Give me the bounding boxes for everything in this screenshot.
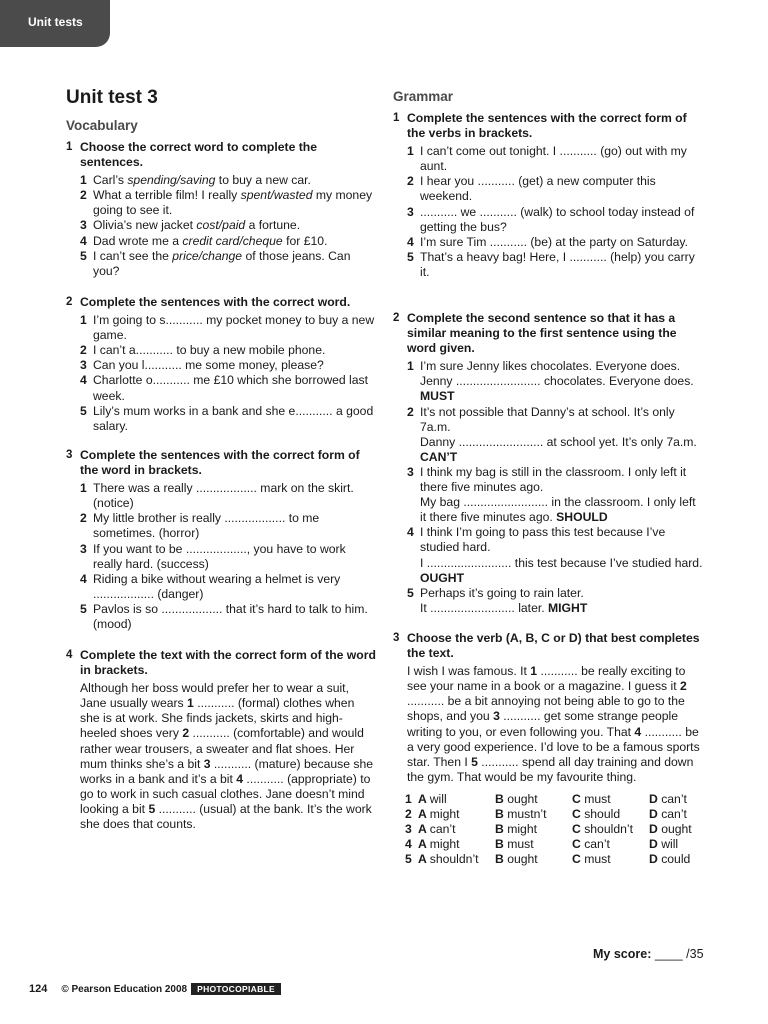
- exercise-items: [407, 359, 705, 616]
- exercise-item: [407, 205, 705, 235]
- option-a: A might: [418, 807, 460, 822]
- item-number: 1: [80, 313, 87, 328]
- exercise-item: [80, 373, 376, 403]
- option-b: B must: [495, 837, 534, 852]
- gap-fill-text: Although her boss would prefer her to wear a suit, Jane usually wears 1 ........... (formal) clothes when she is at work. She finds jackets, skirts and high-heeled shoes very 2 ........... (comfortable) and would rather wear trousers, a sweater and flat shoes. Her mum thinks she’s a bit 3 ........... (mature) because she works in a bank and it’s a bit 4 ........... (appropriate) to go to work in such casual clothes. Jane doesn’t mind looking a bit 5 ........... (usual) at the bank. It’s the work she does that counts.: [80, 681, 374, 832]
- item-number: 4: [80, 571, 87, 586]
- exercise-item: [407, 465, 705, 525]
- item-text: Pavlos is so .................. that it’s hard to talk to him. (mood): [93, 601, 368, 632]
- option-c: C can’t: [572, 837, 610, 852]
- exercise-item: [80, 542, 376, 572]
- answer-options-table: [405, 792, 692, 867]
- exercise-instruction-text: Complete the second sentence so that it has a similar meaning to the first sentence using the word given.: [407, 311, 677, 356]
- option-row-number: 1: [405, 791, 412, 806]
- option-a: A shouldn’t: [418, 852, 479, 867]
- vocabulary-heading: Vocabulary: [66, 118, 138, 133]
- grammar-exercise-1: [393, 111, 705, 280]
- exercise-item: [80, 572, 376, 602]
- item-number: 3: [80, 541, 87, 556]
- option-c-text: must: [584, 791, 611, 806]
- item-text: There was a really .................. mark on the skirt. (notice): [93, 481, 354, 511]
- option-b-text: ought: [507, 791, 538, 806]
- score-box: [593, 947, 704, 961]
- item-text: It’s not possible that Danny’s at school. It’s only 7a.m. Danny ......................... at school yet. It’s only 7a.m. CAN’T: [420, 404, 697, 464]
- option-d-text: could: [661, 852, 691, 867]
- exercise-instruction: [66, 648, 376, 678]
- item-number: 5: [407, 585, 414, 600]
- option-row-number: 2: [405, 807, 412, 822]
- item-number: 1: [80, 481, 87, 496]
- exercise-item: [80, 249, 376, 279]
- photocopiable-stamp: PHOTOCOPIABLE: [191, 983, 281, 995]
- option-d-text: can’t: [661, 791, 687, 806]
- exercise-item: [407, 144, 705, 174]
- exercise-number: 4: [66, 649, 73, 661]
- item-text: ........... we ........... (walk) to school today instead of getting the bus?: [420, 204, 695, 234]
- exercise-instruction: [66, 140, 376, 170]
- option-a: A will: [418, 791, 447, 806]
- item-number: 1: [407, 144, 414, 159]
- exercise-item: [407, 586, 705, 616]
- exercise-instruction-text: Choose the correct word to complete the sentences.: [80, 140, 318, 170]
- exercise-instruction-text: Complete the text with the correct form of the word in brackets.: [80, 648, 376, 678]
- exercise-number: 2: [393, 312, 400, 324]
- option-c-text: must: [584, 852, 611, 867]
- item-text: Charlotte o........... me £10 which she borrowed last week.: [93, 373, 369, 403]
- item-text: Can you l........... me some money, please?: [93, 358, 324, 373]
- answer-option-row: [405, 807, 692, 822]
- exercise-item: [80, 404, 376, 434]
- option-a-text: shouldn’t: [429, 852, 479, 867]
- option-row-number: 4: [405, 837, 412, 852]
- exercise-instruction-text: Complete the sentences with the correct form of the word in brackets.: [80, 448, 360, 478]
- copyright-text: © Pearson Education 2008: [61, 983, 188, 995]
- exercise-item: [80, 188, 376, 218]
- item-text: I can’t come out tonight. I ........... (go) out with my aunt.: [420, 144, 687, 174]
- answer-option-row: [405, 822, 692, 837]
- option-d-text: can’t: [661, 807, 687, 822]
- item-text: Lily’s mum works in a bank and she e........... a good salary.: [93, 403, 374, 433]
- answer-option-row: [405, 837, 692, 852]
- option-d-text: will: [661, 837, 679, 852]
- item-text: I’m going to s........... my pocket money to buy a new game.: [93, 313, 375, 343]
- page-title: Unit test 3: [66, 87, 158, 108]
- grammar-exercise-3: [393, 631, 705, 867]
- exercise-item: [407, 235, 705, 250]
- exercise-item: [80, 234, 376, 249]
- exercise-items: [80, 313, 376, 434]
- item-text: Dad wrote me a credit card/cheque for £10.: [93, 233, 328, 248]
- exercise-instruction-text: Complete the sentences with the correct form of the verbs in brackets.: [407, 111, 687, 141]
- item-number: 2: [407, 404, 414, 419]
- exercise-items: [407, 144, 705, 280]
- grammar-exercise-2: [393, 311, 705, 616]
- exercise-item: [80, 313, 376, 343]
- item-text: That’s a heavy bag! Here, I ........... (help) you carry it.: [420, 249, 695, 279]
- answer-option-row: [405, 792, 692, 807]
- exercise-item: [80, 173, 376, 188]
- item-number: 2: [80, 188, 87, 203]
- unit-tests-tab-label: Unit tests: [28, 15, 83, 29]
- exercise-instruction: [393, 111, 705, 141]
- unit-tests-tab: [0, 0, 110, 47]
- item-text: I think I’m going to pass this test because I’ve studied hard. I ......................... this test because I’ve studied hard. OUGHT: [420, 525, 703, 585]
- exercise-number: 2: [66, 296, 73, 308]
- exercise-number: 1: [66, 141, 73, 153]
- exercise-item: [80, 358, 376, 373]
- exercise-instruction: [393, 311, 705, 356]
- option-b: B might: [495, 822, 537, 837]
- option-b-text: must: [507, 837, 534, 852]
- item-number: 5: [80, 403, 87, 418]
- option-b-text: might: [507, 822, 537, 837]
- exercise-item: [80, 511, 376, 541]
- exercise-instruction-text: Complete the sentences with the correct word.: [80, 295, 351, 309]
- item-number: 4: [80, 233, 87, 248]
- page-footer: [29, 983, 281, 995]
- answer-options-body: [405, 792, 692, 867]
- item-number: 3: [80, 358, 87, 373]
- item-number: 3: [407, 204, 414, 219]
- exercise-item: [407, 174, 705, 204]
- option-c: C should: [572, 807, 621, 822]
- option-b-text: ought: [507, 852, 538, 867]
- option-row-number: 3: [405, 822, 412, 837]
- vocab-exercise-4: [66, 648, 376, 832]
- option-a-text: can’t: [429, 822, 456, 837]
- answer-option-row: [405, 852, 692, 867]
- item-text: I think my bag is still in the classroom. I only left it there five minutes ago. My bag ......................... in the classroom. I only left it there five minutes ago. SHOULD: [420, 464, 696, 525]
- exercise-number: 3: [393, 632, 400, 644]
- item-number: 1: [407, 359, 414, 374]
- item-number: 5: [80, 601, 87, 616]
- exercise-item: [80, 481, 376, 511]
- item-number: 5: [80, 248, 87, 263]
- score-blank: ____: [654, 947, 683, 961]
- exercise-items: [80, 173, 376, 279]
- option-d: D can’t: [649, 791, 687, 806]
- item-text: If you want to be .................., you have to work really hard. (success): [93, 541, 346, 571]
- option-a-text: will: [429, 791, 447, 806]
- page-number: 124: [29, 983, 48, 995]
- item-number: 2: [80, 511, 87, 526]
- option-c-text: can’t: [584, 837, 610, 852]
- option-b: B ought: [495, 791, 538, 806]
- option-d: D will: [649, 837, 679, 852]
- vocab-exercise-3: [66, 448, 376, 632]
- exercise-number: 1: [393, 112, 400, 124]
- item-text: Carl’s spending/saving to buy a new car.: [93, 173, 311, 188]
- item-number: 1: [80, 173, 87, 188]
- item-text: I can’t a........... to buy a new mobile phone.: [93, 343, 326, 358]
- exercise-item: [80, 602, 376, 632]
- item-number: 4: [407, 234, 414, 249]
- exercise-instruction-text: Choose the verb (A, B, C or D) that best completes the text.: [407, 631, 700, 661]
- option-b: B ought: [495, 852, 538, 867]
- item-number: 4: [80, 373, 87, 388]
- option-d: D could: [649, 852, 691, 867]
- item-text: I can’t see the price/change of those jeans. Can you?: [93, 248, 351, 278]
- item-text: I hear you ........... (get) a new computer this weekend.: [420, 174, 656, 204]
- item-number: 3: [80, 218, 87, 233]
- item-number: 2: [80, 343, 87, 358]
- exercise-item: [407, 525, 705, 585]
- item-number: 5: [407, 249, 414, 264]
- grammar-heading: Grammar: [393, 89, 454, 104]
- option-a: A might: [418, 837, 460, 852]
- item-text: My little brother is really .................. to me sometimes. (horror): [93, 511, 320, 541]
- item-text: Perhaps it’s going to rain later. It ......................... later. MIGHT: [420, 585, 588, 615]
- option-c: C must: [572, 791, 611, 806]
- option-d: D ought: [649, 822, 692, 837]
- exercise-items: [80, 481, 376, 632]
- vocab-exercise-1: [66, 140, 376, 279]
- item-text: Riding a bike without wearing a helmet is very .................. (danger): [93, 571, 341, 601]
- score-total: /35: [686, 947, 704, 961]
- option-a-text: might: [429, 837, 460, 852]
- option-b: B mustn’t: [495, 807, 547, 822]
- vocab-exercise-2: [66, 295, 376, 434]
- item-number: 2: [407, 174, 414, 189]
- option-c: C must: [572, 852, 611, 867]
- option-d-text: ought: [661, 822, 692, 837]
- option-b-text: mustn’t: [507, 807, 547, 822]
- option-a: A can’t: [418, 822, 456, 837]
- item-number: 4: [407, 525, 414, 540]
- item-text: I’m sure Jenny likes chocolates. Everyone does. Jenny ......................... chocolates. Everyone does. MUST: [420, 359, 694, 404]
- score-label: My score:: [593, 947, 652, 961]
- item-text: Olivia’s new jacket cost/paid a fortune.: [93, 218, 301, 233]
- exercise-item: [407, 405, 705, 465]
- exercise-instruction: [393, 631, 705, 661]
- exercise-number: 3: [66, 449, 73, 461]
- option-c-text: should: [584, 807, 621, 822]
- exercise-item: [80, 343, 376, 358]
- option-a-text: might: [429, 807, 460, 822]
- item-number: 3: [407, 464, 414, 479]
- option-row-number: 5: [405, 852, 412, 867]
- item-text: What a terrible film! I really spent/wasted my money going to see it.: [93, 188, 373, 218]
- exercise-item: [407, 250, 705, 280]
- exercise-instruction: [66, 295, 376, 310]
- exercise-item: [407, 359, 705, 404]
- option-d: D can’t: [649, 807, 687, 822]
- exercise-instruction: [66, 448, 376, 478]
- option-c: C shouldn’t: [572, 822, 633, 837]
- item-text: I’m sure Tim ........... (be) at the party on Saturday.: [420, 234, 688, 249]
- gap-fill-text: I wish I was famous. It 1 ........... be really exciting to see your name in a book or a magazine. I guess it 2 ........... be a bit annoying not being able to go to the shops, and you 3 ........... get some strange people writing to you, or even following you. That 4 ........... be a very good experience. I’d love to be a famous sports star. Then I 5 ........... spend all day training and down the gym. That would be my favourite thing.: [407, 664, 700, 784]
- option-c-text: shouldn’t: [584, 822, 633, 837]
- exercise-item: [80, 218, 376, 233]
